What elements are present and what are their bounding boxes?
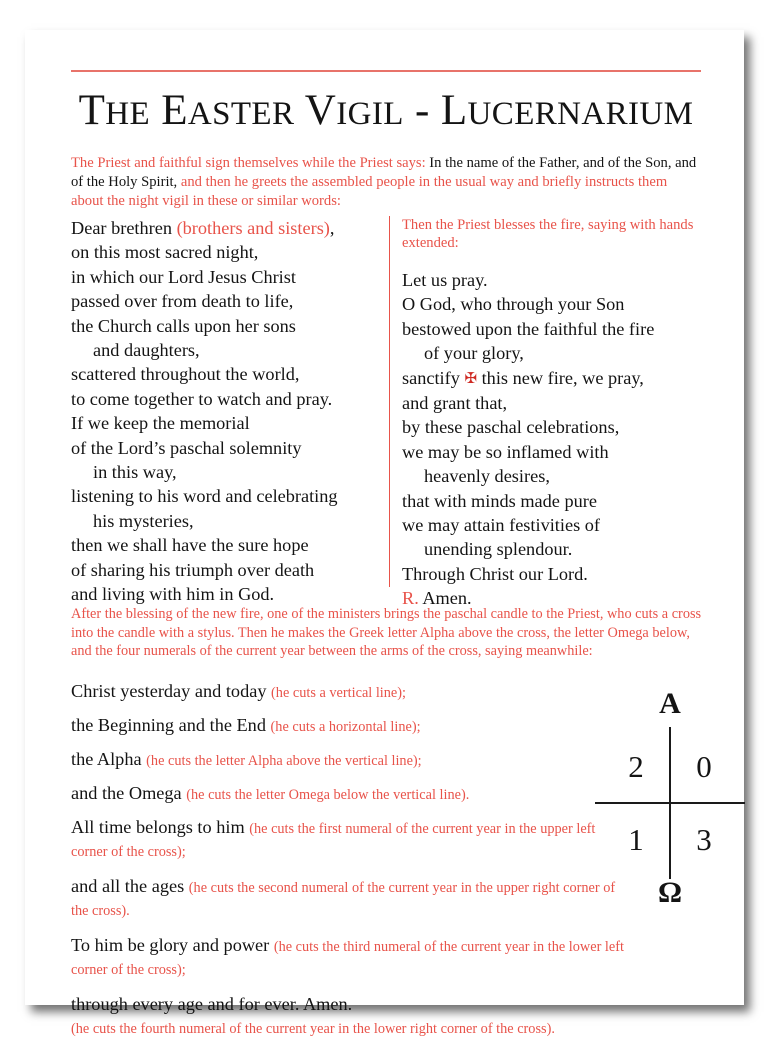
cross-horizontal-line: [595, 802, 745, 804]
response-line: R. Amen.: [402, 588, 472, 609]
inscription-line: the Alpha (he cuts the letter Alpha above the vertical line);: [71, 749, 422, 769]
verse-line: sanctify ✠ this new fire, we pray,: [402, 367, 644, 388]
verse-line: O God, who through your Son: [402, 294, 625, 315]
verse-line: in this way,: [93, 462, 177, 483]
verse-line: listening to his word and celebrating: [71, 486, 338, 507]
verse-line: unending splendour.: [424, 539, 573, 560]
response-marker: R.: [402, 588, 419, 609]
intro-rubric-1: The Priest and faithful sign themselves while the Priest says:: [71, 155, 426, 171]
blessing-of-fire-rubric: Then the Priest blesses the fire, saying with hands extended:: [402, 217, 694, 251]
left-column: [71, 216, 376, 607]
inscription-rubric: (he cuts the third numeral of the current year in the lower left corner of the cross);: [71, 939, 624, 978]
verse-line: Let us pray.: [402, 270, 488, 290]
verse-line: we may be so inflamed with: [402, 441, 609, 462]
inscription-line: To him be glory and power (he cuts the third numeral of the current year in the lower left corner of the cross);: [71, 935, 624, 978]
maltese-cross-icon: ✠: [464, 370, 478, 387]
verse-line: scattered throughout the world,: [71, 364, 300, 385]
right-column: [402, 216, 702, 611]
dear-brethren-verse: [71, 216, 376, 607]
verse-line: that with minds made pure: [402, 490, 597, 511]
document-page: [25, 30, 744, 1037]
verse-line: and grant that,: [402, 393, 508, 414]
inscription-line: through every age and for ever. Amen. (he cuts the fourth numeral of the current year in the lower right corner of the cross).: [71, 994, 555, 1037]
verse-line: of the Lord’s paschal solemnity: [71, 437, 302, 458]
page-content: [71, 30, 712, 1037]
brothers-and-sisters-rubric: (brothers and sisters): [176, 218, 330, 238]
verse-line: we may attain festivities of: [402, 515, 600, 536]
inscription-rubric: (he cuts the second numeral of the current year in the upper right corner of the cross).: [71, 880, 616, 919]
page-title: THE EASTER VIGIL - LUCERNARIUM: [78, 87, 694, 134]
inscription-rubric: (he cuts a vertical line);: [271, 685, 407, 701]
inscription-line: All time belongs to him (he cuts the first numeral of the current year in the upper left corner of the cross);: [71, 817, 596, 860]
paschal-candle-rubric: After the blessing of the new fire, one of the ministers brings the paschal candle to the Priest, who cuts a cross into the candle with a stylus. Then he makes the Greek letter Alpha above the cross, the letter Omega below, and the four numerals of the current year between the arms of the cross, saying meanwhile:: [71, 606, 702, 660]
verse-line: If we keep the memorial: [71, 413, 250, 434]
inscription-rubric: (he cuts a horizontal line);: [270, 719, 421, 735]
verse-line: then we shall have the sure hope: [71, 535, 309, 556]
intro-spoken-1: In the name of the Father, and of the Son, and of the Holy Spirit,: [71, 155, 697, 191]
inscription-line: and all the ages (he cuts the second numeral of the current year in the upper right corner of the cross).: [71, 876, 616, 919]
candle-cross-diagram: [583, 685, 758, 920]
two-column-block: [71, 216, 701, 609]
verse-line: heavenly desires,: [424, 466, 550, 487]
verse-line: to come together to watch and pray.: [71, 388, 333, 409]
column-divider-rule: [389, 216, 390, 587]
blessing-of-fire-prayer: [402, 268, 702, 611]
verse-line: his mysteries,: [93, 510, 194, 531]
verse-line: passed over from death to life,: [71, 291, 294, 312]
inscription-rubric: (he cuts the letter Alpha above the vertical line);: [146, 753, 422, 769]
intro-rubric-2: and then he greets the assembled people in the usual way and briefly instructs them about the night vigil in these or similar words:: [71, 174, 668, 210]
verse-line: and living with him in God.: [71, 584, 275, 605]
verse-line: the Church calls upon her sons: [71, 315, 296, 336]
verse-line: of sharing his triumph over death: [71, 559, 315, 580]
inscription-lines: [71, 680, 631, 1052]
verse-line: Dear brethren (brothers and sisters),: [71, 218, 335, 238]
verse-line: in which our Lord Jesus Christ: [71, 266, 296, 287]
verse-line: Through Christ our Lord.: [402, 563, 588, 584]
inscription-rubric: (he cuts the first numeral of the current year in the upper left corner of the cross);: [71, 821, 596, 860]
inscription-rubric: (he cuts the letter Omega below the vertical line).: [186, 787, 470, 803]
numeral-lower-left: 1: [628, 822, 644, 857]
numeral-upper-right: 0: [696, 749, 712, 784]
numeral-upper-left: 2: [628, 749, 644, 784]
verse-line: and daughters,: [93, 340, 200, 361]
omega-letter: Ω: [657, 876, 683, 909]
alpha-letter: A: [659, 687, 681, 720]
verse-line: bestowed upon the faithful the fire: [402, 318, 655, 339]
numeral-lower-right: 3: [696, 822, 712, 857]
top-horizontal-rule: [71, 70, 701, 72]
verse-line: on this most sacred night,: [71, 242, 259, 263]
inscription-line: Christ yesterday and today (he cuts a vertical line);: [71, 681, 407, 701]
inscription-line: and the Omega (he cuts the letter Omega below the vertical line).: [71, 783, 470, 803]
inscription-rubric: (he cuts the fourth numeral of the current year in the lower right corner of the cross).: [71, 1021, 555, 1037]
intro-rubric-paragraph: [71, 154, 703, 212]
inscription-line: the Beginning and the End (he cuts a horizontal line);: [71, 715, 421, 735]
verse-line: by these paschal celebrations,: [402, 417, 620, 438]
verse-line: of your glory,: [424, 343, 524, 364]
